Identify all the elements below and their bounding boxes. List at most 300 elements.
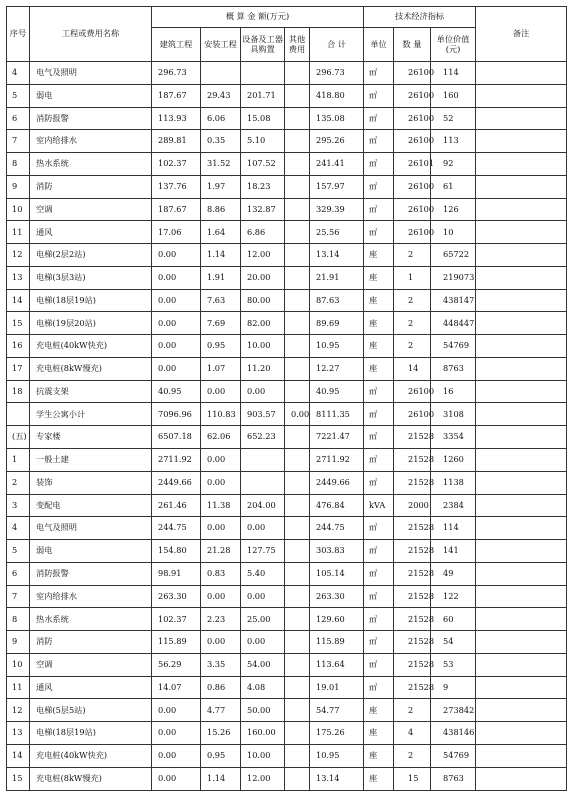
budget-table-page <box>6 6 566 791</box>
cell-other <box>285 221 310 244</box>
cell-other <box>285 494 310 517</box>
table-row <box>7 175 567 198</box>
cell-construction: 0.00 <box>152 266 201 289</box>
cell-item-name: 变配电 <box>30 494 152 517</box>
cell-install: 110.83 <box>201 403 241 426</box>
table-row <box>7 562 567 585</box>
cell-other <box>285 585 310 608</box>
cell-seq: 13 <box>7 266 30 289</box>
cell-other <box>285 471 310 494</box>
table-row <box>7 471 567 494</box>
cell-equipment: 4.08 <box>241 676 285 699</box>
cell-other <box>285 107 310 130</box>
cell-seq: 13 <box>7 722 30 745</box>
cell-qty: 1 <box>394 266 431 289</box>
cell-unit: ㎡ <box>364 653 394 676</box>
cell-remark <box>476 107 567 130</box>
cell-seq <box>7 403 30 426</box>
cell-other <box>285 266 310 289</box>
cell-qty: 26100 <box>394 130 431 153</box>
cell-construction: 0.00 <box>152 699 201 722</box>
table-row <box>7 608 567 631</box>
cell-remark <box>476 335 567 358</box>
cell-seq: 1 <box>7 449 30 472</box>
cell-total: 175.26 <box>310 722 364 745</box>
cell-equipment: 204.00 <box>241 494 285 517</box>
cell-unit: kVA <box>364 494 394 517</box>
cell-total: 303.83 <box>310 540 364 563</box>
cell-total: 115.89 <box>310 631 364 654</box>
header-amount-group: 概 算 金 额(万元) <box>152 7 364 28</box>
cell-unit: ㎡ <box>364 403 394 426</box>
cell-seq: 4 <box>7 62 30 85</box>
cell-remark <box>476 676 567 699</box>
cell-other <box>285 631 310 654</box>
cell-total: 296.73 <box>310 62 364 85</box>
cell-total: 13.14 <box>310 767 364 790</box>
cell-unit-value: 438147 <box>431 289 476 312</box>
table-row <box>7 494 567 517</box>
cell-total: 129.60 <box>310 608 364 631</box>
cell-qty: 26101 <box>394 153 431 176</box>
cell-install: 0.83 <box>201 562 241 585</box>
cell-unit: ㎡ <box>364 107 394 130</box>
cell-unit-value: 160 <box>431 84 476 107</box>
cell-construction: 102.37 <box>152 153 201 176</box>
cell-item-name: 消防 <box>30 631 152 654</box>
header-equipment: 设备及工器具购置 <box>241 28 285 62</box>
cell-remark <box>476 562 567 585</box>
header-construction: 建筑工程 <box>152 28 201 62</box>
cell-construction: 187.67 <box>152 84 201 107</box>
cell-seq: 5 <box>7 540 30 563</box>
cell-equipment: 6.86 <box>241 221 285 244</box>
cell-remark <box>476 540 567 563</box>
cell-remark <box>476 699 567 722</box>
cell-install: 21.28 <box>201 540 241 563</box>
cell-qty: 2 <box>394 244 431 267</box>
cell-install: 1.14 <box>201 244 241 267</box>
cell-install: 15.26 <box>201 722 241 745</box>
cell-qty: 26100 <box>394 403 431 426</box>
cell-unit: 座 <box>364 699 394 722</box>
cell-construction: 2449.66 <box>152 471 201 494</box>
header-other: 其他费用 <box>285 28 310 62</box>
table-row <box>7 540 567 563</box>
cell-seq: 8 <box>7 153 30 176</box>
cell-seq: 9 <box>7 175 30 198</box>
header-install: 安装工程 <box>201 28 241 62</box>
table-row <box>7 62 567 85</box>
cell-unit-value: 219073 <box>431 266 476 289</box>
cell-equipment: 10.00 <box>241 744 285 767</box>
cell-item-name: 空调 <box>30 198 152 221</box>
header-remark: 备注 <box>476 7 567 62</box>
cell-unit-value: 53 <box>431 653 476 676</box>
cell-construction: 2711.92 <box>152 449 201 472</box>
cell-equipment: 82.00 <box>241 312 285 335</box>
cell-equipment: 201.71 <box>241 84 285 107</box>
cell-other <box>285 380 310 403</box>
cell-install: 4.77 <box>201 699 241 722</box>
cell-remark <box>476 175 567 198</box>
cell-other <box>285 130 310 153</box>
cell-item-name: 消防 <box>30 175 152 198</box>
cell-unit-value: 54769 <box>431 335 476 358</box>
cell-seq: 14 <box>7 289 30 312</box>
cell-construction: 102.37 <box>152 608 201 631</box>
cell-other <box>285 540 310 563</box>
cell-equipment: 652.23 <box>241 426 285 449</box>
cell-other <box>285 653 310 676</box>
cell-construction: 0.00 <box>152 244 201 267</box>
cell-unit: 座 <box>364 312 394 335</box>
table-row <box>7 198 567 221</box>
cell-item-name: 电梯(18层19站) <box>30 289 152 312</box>
cell-total: 10.95 <box>310 335 364 358</box>
cell-item-name: 电梯(3层3站) <box>30 266 152 289</box>
cell-install: 7.63 <box>201 289 241 312</box>
cell-equipment: 5.40 <box>241 562 285 585</box>
cell-install: 0.00 <box>201 585 241 608</box>
table-row <box>7 699 567 722</box>
cell-unit: ㎡ <box>364 471 394 494</box>
cell-install: 1.97 <box>201 175 241 198</box>
cell-install: 3.35 <box>201 653 241 676</box>
header-tech-group: 技术经济指标 <box>364 7 476 28</box>
cell-construction: 6507.18 <box>152 426 201 449</box>
cell-install: 6.06 <box>201 107 241 130</box>
cell-construction: 14.07 <box>152 676 201 699</box>
cell-total: 476.84 <box>310 494 364 517</box>
cell-item-name: 通风 <box>30 676 152 699</box>
cell-install: 1.91 <box>201 266 241 289</box>
cell-construction: 261.46 <box>152 494 201 517</box>
cell-equipment: 107.52 <box>241 153 285 176</box>
cell-item-name: 充电桩(8kW慢充) <box>30 767 152 790</box>
table-row <box>7 403 567 426</box>
header-name: 工程或费用名称 <box>30 7 152 62</box>
cell-seq: 12 <box>7 244 30 267</box>
cell-seq: (五) <box>7 426 30 449</box>
header-unit: 单位 <box>364 28 394 62</box>
cell-unit-value: 126 <box>431 198 476 221</box>
cell-remark <box>476 312 567 335</box>
cell-other <box>285 722 310 745</box>
cell-seq: 7 <box>7 130 30 153</box>
cell-unit-value: 8763 <box>431 767 476 790</box>
cell-remark <box>476 403 567 426</box>
cell-remark <box>476 62 567 85</box>
cell-other <box>285 198 310 221</box>
cell-other <box>285 175 310 198</box>
cell-total: 40.95 <box>310 380 364 403</box>
cell-qty: 26100 <box>394 198 431 221</box>
cell-other <box>285 312 310 335</box>
cell-unit-value: 9 <box>431 676 476 699</box>
cell-remark <box>476 289 567 312</box>
cell-total: 12.27 <box>310 357 364 380</box>
cell-other <box>285 744 310 767</box>
cell-equipment: 5.10 <box>241 130 285 153</box>
cell-install: 0.00 <box>201 471 241 494</box>
cell-seq: 5 <box>7 84 30 107</box>
cell-seq: 14 <box>7 744 30 767</box>
cell-unit-value: 16 <box>431 380 476 403</box>
cell-unit: ㎡ <box>364 380 394 403</box>
cell-install: 1.07 <box>201 357 241 380</box>
cell-unit-value: 448447 <box>431 312 476 335</box>
cell-seq: 4 <box>7 517 30 540</box>
cell-install: 0.95 <box>201 744 241 767</box>
cell-other <box>285 449 310 472</box>
cell-qty: 21528 <box>394 676 431 699</box>
cell-item-name: 学生公寓小计 <box>30 403 152 426</box>
cell-total: 2711.92 <box>310 449 364 472</box>
cell-unit: ㎡ <box>364 175 394 198</box>
header-unit-value: 单位价值(元) <box>431 28 476 62</box>
cell-qty: 4 <box>394 722 431 745</box>
cell-unit-value: 273842 <box>431 699 476 722</box>
table-row <box>7 289 567 312</box>
cell-install: 62.06 <box>201 426 241 449</box>
cell-equipment: 50.00 <box>241 699 285 722</box>
cell-install: 29.43 <box>201 84 241 107</box>
table-row <box>7 335 567 358</box>
cell-construction: 154.80 <box>152 540 201 563</box>
cell-other <box>285 357 310 380</box>
cell-item-name: 电梯(2层2站) <box>30 244 152 267</box>
cell-construction: 0.00 <box>152 722 201 745</box>
cell-remark <box>476 767 567 790</box>
cell-equipment: 132.87 <box>241 198 285 221</box>
cell-remark <box>476 517 567 540</box>
cell-other <box>285 84 310 107</box>
cell-install: 0.00 <box>201 517 241 540</box>
cell-equipment <box>241 471 285 494</box>
cell-seq: 16 <box>7 335 30 358</box>
cell-total: 8111.35 <box>310 403 364 426</box>
cell-total: 7221.47 <box>310 426 364 449</box>
cell-unit: 座 <box>364 289 394 312</box>
cell-other <box>285 699 310 722</box>
cell-item-name: 弱电 <box>30 84 152 107</box>
cell-equipment: 0.00 <box>241 380 285 403</box>
cell-total: 19.01 <box>310 676 364 699</box>
cell-construction: 0.00 <box>152 357 201 380</box>
cell-qty: 26100 <box>394 62 431 85</box>
cell-construction: 0.00 <box>152 744 201 767</box>
cell-total: 25.56 <box>310 221 364 244</box>
cell-unit: ㎡ <box>364 153 394 176</box>
header-seq: 序号 <box>7 7 30 62</box>
cell-seq: 10 <box>7 653 30 676</box>
cell-unit-value: 54769 <box>431 744 476 767</box>
cell-total: 295.26 <box>310 130 364 153</box>
table-row <box>7 722 567 745</box>
cell-remark <box>476 449 567 472</box>
cell-install: 1.14 <box>201 767 241 790</box>
cell-remark <box>476 426 567 449</box>
cell-item-name: 电梯(19层20站) <box>30 312 152 335</box>
cell-remark <box>476 198 567 221</box>
cell-other <box>285 335 310 358</box>
table-row <box>7 744 567 767</box>
cell-construction: 244.75 <box>152 517 201 540</box>
cell-equipment: 0.00 <box>241 517 285 540</box>
cell-equipment: 160.00 <box>241 722 285 745</box>
cell-seq: 6 <box>7 562 30 585</box>
table-row <box>7 653 567 676</box>
cell-item-name: 热水系统 <box>30 608 152 631</box>
cell-seq: 7 <box>7 585 30 608</box>
cell-install: 0.00 <box>201 380 241 403</box>
cell-equipment: 0.00 <box>241 631 285 654</box>
cell-unit-value: 114 <box>431 62 476 85</box>
cell-unit-value: 1138 <box>431 471 476 494</box>
cell-other <box>285 289 310 312</box>
cell-seq: 10 <box>7 198 30 221</box>
cell-equipment: 10.00 <box>241 335 285 358</box>
cell-item-name: 一般土建 <box>30 449 152 472</box>
cell-construction: 263.30 <box>152 585 201 608</box>
cell-unit-value: 8763 <box>431 357 476 380</box>
cell-install: 11.38 <box>201 494 241 517</box>
cell-total: 105.14 <box>310 562 364 585</box>
cell-qty: 21528 <box>394 517 431 540</box>
cell-other <box>285 62 310 85</box>
cell-equipment <box>241 449 285 472</box>
cell-other: 0.00 <box>285 403 310 426</box>
cell-seq: 2 <box>7 471 30 494</box>
cell-total: 87.63 <box>310 289 364 312</box>
cell-equipment: 18.23 <box>241 175 285 198</box>
table-row <box>7 266 567 289</box>
cell-construction: 137.76 <box>152 175 201 198</box>
cell-equipment: 12.00 <box>241 244 285 267</box>
cell-total: 10.95 <box>310 744 364 767</box>
cell-install: 7.69 <box>201 312 241 335</box>
cell-other <box>285 426 310 449</box>
cell-unit: ㎡ <box>364 676 394 699</box>
cell-construction: 7096.96 <box>152 403 201 426</box>
cell-unit-value: 61 <box>431 175 476 198</box>
cell-equipment: 903.57 <box>241 403 285 426</box>
cell-remark <box>476 494 567 517</box>
cell-unit: 座 <box>364 357 394 380</box>
cell-equipment: 11.20 <box>241 357 285 380</box>
table-row <box>7 84 567 107</box>
cell-qty: 21528 <box>394 631 431 654</box>
table-row <box>7 221 567 244</box>
cell-item-name: 空调 <box>30 653 152 676</box>
budget-estimate-table <box>6 6 567 791</box>
table-row <box>7 631 567 654</box>
cell-unit-value: 60 <box>431 608 476 631</box>
cell-unit: ㎡ <box>364 585 394 608</box>
cell-seq: 15 <box>7 767 30 790</box>
header-qty: 数 量 <box>394 28 431 62</box>
cell-install: 31.52 <box>201 153 241 176</box>
cell-unit: 座 <box>364 335 394 358</box>
cell-item-name: 室内给排水 <box>30 585 152 608</box>
cell-total: 241.41 <box>310 153 364 176</box>
table-row <box>7 676 567 699</box>
table-row <box>7 312 567 335</box>
cell-unit: ㎡ <box>364 608 394 631</box>
table-row <box>7 244 567 267</box>
cell-qty: 2 <box>394 699 431 722</box>
cell-install: 0.95 <box>201 335 241 358</box>
cell-unit-value: 141 <box>431 540 476 563</box>
cell-equipment: 127.75 <box>241 540 285 563</box>
cell-total: 89.69 <box>310 312 364 335</box>
cell-unit: ㎡ <box>364 62 394 85</box>
table-header <box>7 7 567 62</box>
cell-qty: 21528 <box>394 562 431 585</box>
cell-qty: 21528 <box>394 585 431 608</box>
cell-qty: 14 <box>394 357 431 380</box>
cell-install: 8.86 <box>201 198 241 221</box>
cell-construction: 0.00 <box>152 312 201 335</box>
cell-seq: 6 <box>7 107 30 130</box>
cell-unit: 座 <box>364 744 394 767</box>
table-row <box>7 130 567 153</box>
cell-unit-value: 65722 <box>431 244 476 267</box>
cell-unit: ㎡ <box>364 426 394 449</box>
cell-other <box>285 244 310 267</box>
cell-item-name: 热水系统 <box>30 153 152 176</box>
cell-construction: 115.89 <box>152 631 201 654</box>
cell-remark <box>476 631 567 654</box>
table-row <box>7 585 567 608</box>
cell-remark <box>476 744 567 767</box>
table-row <box>7 517 567 540</box>
cell-seq: 11 <box>7 221 30 244</box>
cell-unit: 座 <box>364 722 394 745</box>
cell-item-name: 消防报警 <box>30 107 152 130</box>
cell-construction: 289.81 <box>152 130 201 153</box>
cell-other <box>285 608 310 631</box>
cell-remark <box>476 130 567 153</box>
cell-unit: ㎡ <box>364 221 394 244</box>
cell-qty: 26100 <box>394 175 431 198</box>
cell-seq: 18 <box>7 380 30 403</box>
cell-unit-value: 122 <box>431 585 476 608</box>
cell-remark <box>476 471 567 494</box>
cell-install: 0.00 <box>201 631 241 654</box>
cell-unit: ㎡ <box>364 631 394 654</box>
cell-qty: 2000 <box>394 494 431 517</box>
cell-construction: 187.67 <box>152 198 201 221</box>
cell-unit-value: 92 <box>431 153 476 176</box>
cell-qty: 2 <box>394 335 431 358</box>
cell-total: 135.08 <box>310 107 364 130</box>
cell-item-name: 专家楼 <box>30 426 152 449</box>
cell-unit-value: 3108 <box>431 403 476 426</box>
cell-qty: 21528 <box>394 449 431 472</box>
cell-qty: 26100 <box>394 380 431 403</box>
cell-remark <box>476 380 567 403</box>
cell-unit-value: 10 <box>431 221 476 244</box>
cell-remark <box>476 244 567 267</box>
cell-other <box>285 517 310 540</box>
cell-unit-value: 2384 <box>431 494 476 517</box>
table-row <box>7 107 567 130</box>
cell-item-name: 电梯(5层5站) <box>30 699 152 722</box>
cell-seq: 11 <box>7 676 30 699</box>
cell-unit: 座 <box>364 767 394 790</box>
